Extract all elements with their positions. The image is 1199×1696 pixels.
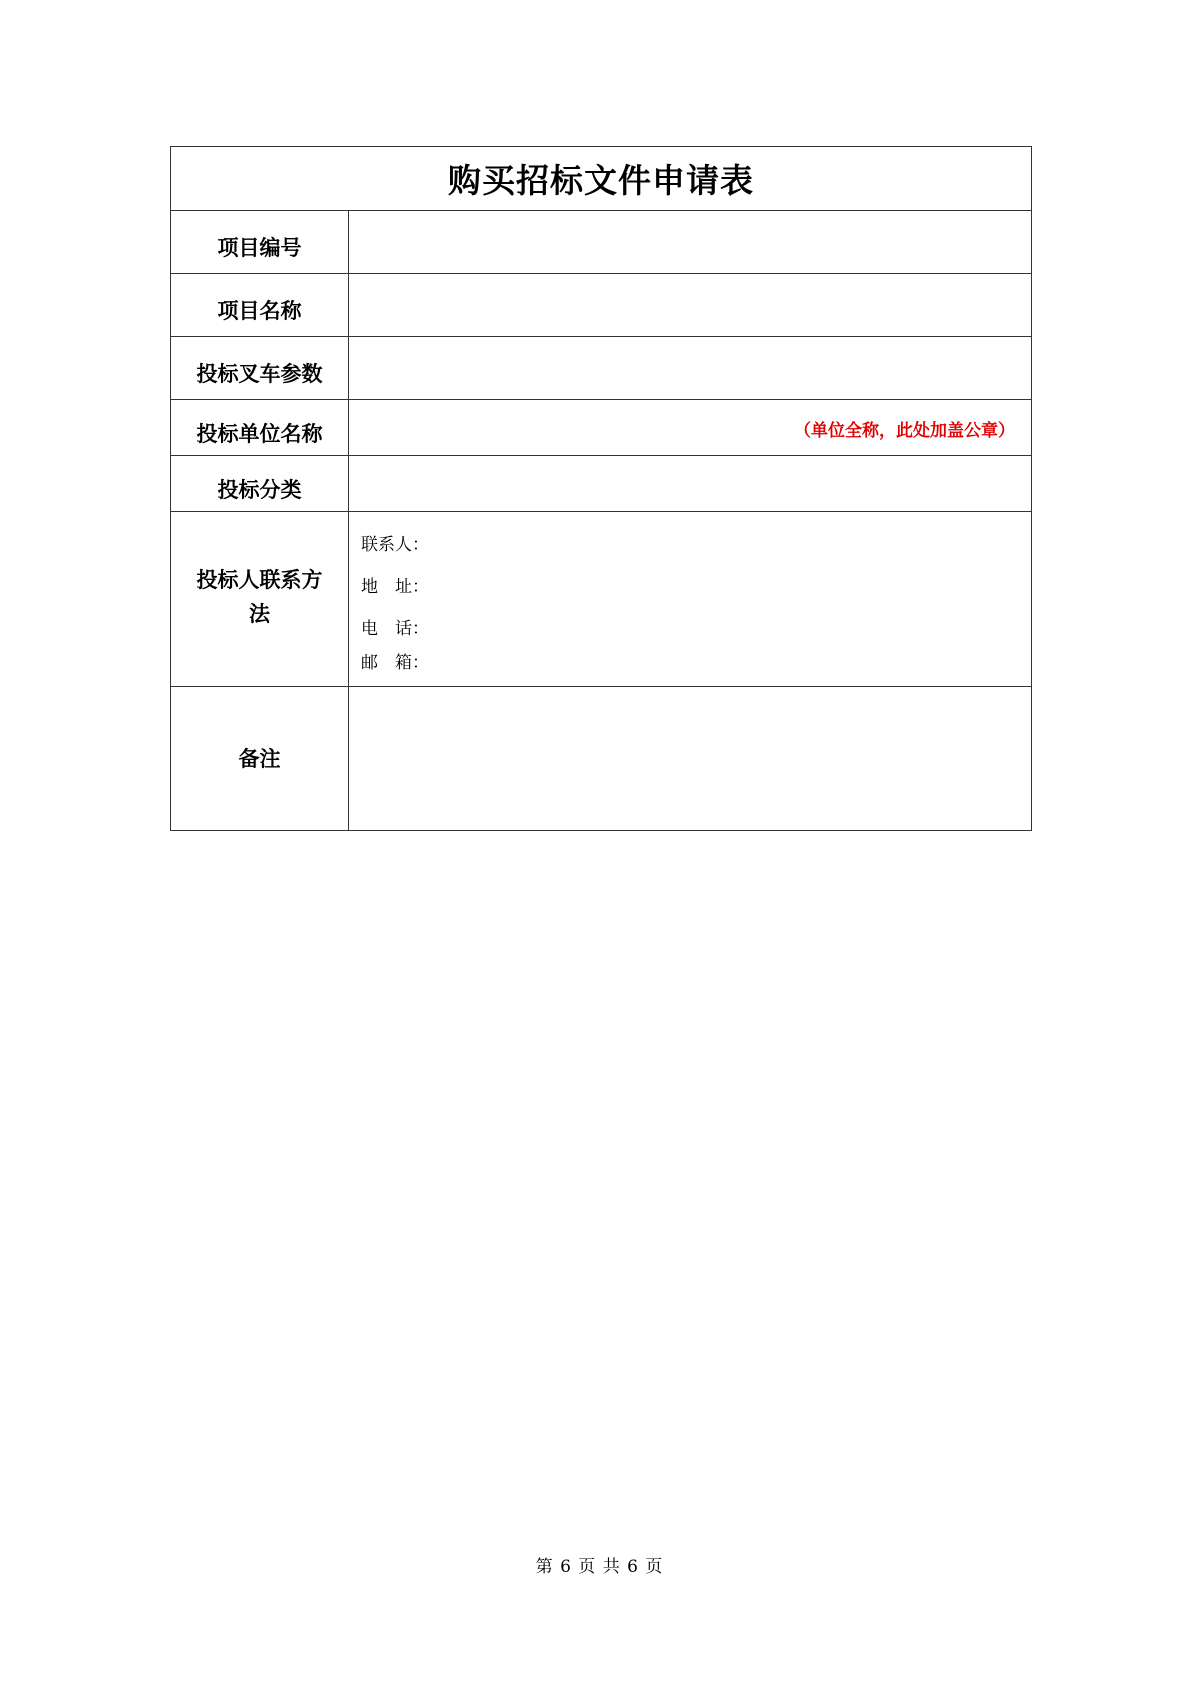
project-number-label [171, 211, 349, 274]
forklift-params-label [171, 337, 349, 400]
project-name-field[interactable] [349, 274, 1032, 337]
contact-phone-field[interactable]: 电 话： [361, 619, 429, 639]
contact-info-label-line2: 法 [249, 602, 270, 626]
official-seal-note: （单位全称，此处加盖公章） [794, 421, 1015, 441]
bidder-name-label-text: 投标单位名称 [196, 421, 323, 446]
form-title: 购买招标文件申请表 [171, 147, 1032, 211]
contact-info-field[interactable] [349, 512, 1032, 687]
contact-person-field[interactable]: 联系人： [361, 535, 429, 555]
remarks-label-text: 备注 [238, 746, 281, 771]
contact-field-list [361, 530, 429, 673]
page-number-footer: 第 6 页 共 6 页 [535, 1557, 664, 1577]
bidder-name-label [171, 400, 349, 456]
project-name-label [171, 274, 349, 337]
bidder-name-field[interactable] [349, 400, 1032, 456]
bid-category-label-text: 投标分类 [217, 477, 302, 502]
bid-category-label [171, 456, 349, 512]
forklift-params-label-text: 投标叉车参数 [196, 362, 323, 386]
project-number-field[interactable] [349, 211, 1032, 274]
remarks-field[interactable] [349, 687, 1032, 831]
remarks-label [171, 687, 349, 831]
contact-address-field[interactable]: 地 址： [361, 577, 429, 597]
bid-category-field[interactable] [349, 456, 1032, 512]
forklift-params-field[interactable] [349, 337, 1032, 400]
contact-email-field[interactable]: 邮 箱： [361, 653, 429, 673]
project-name-label-text: 项目名称 [217, 299, 302, 323]
application-form-table [170, 146, 1032, 831]
contact-info-label-line1: 投标人联系方 [196, 568, 323, 592]
project-number-label-text: 项目编号 [217, 236, 302, 260]
contact-info-label [171, 512, 349, 687]
